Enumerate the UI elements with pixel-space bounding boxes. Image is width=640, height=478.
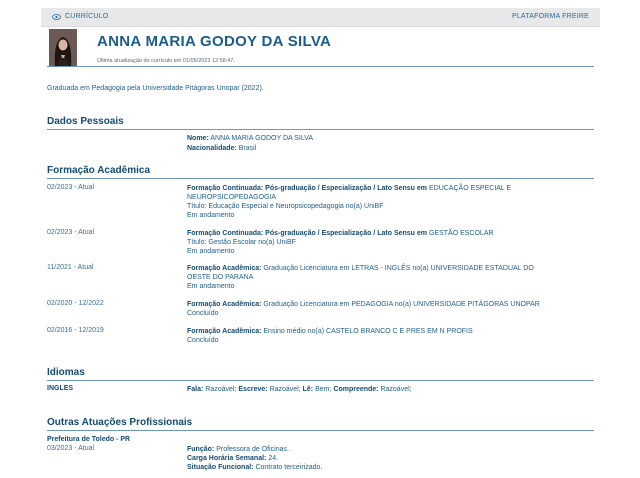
detail-label: Situação Funcional: (187, 464, 254, 471)
formacao-detail: Título: Gestão Escolar no(a) UniBF (187, 239, 296, 246)
formacao-course: Ensino médio no(a) CASTELO BRANCO C E PRES EM N PROFIS (263, 328, 473, 335)
organization-name: Prefeitura de Toledo - PR (47, 436, 131, 443)
profile-photo (49, 29, 77, 67)
top-navigation-bar (41, 8, 600, 27)
formacao-type: Formação Acadêmica: (187, 328, 262, 335)
language-skills (187, 385, 412, 394)
person-name: ANNA MARIA GODOY DA SILVA (97, 33, 332, 50)
eye-icon (52, 14, 61, 20)
formacao-entry (187, 184, 547, 220)
field-value: ANNA MARIA GODOY DA SILVA (210, 135, 314, 142)
field-label: Nome: (187, 135, 209, 142)
section-title-dados-pessoais: Dados Pessoais (47, 116, 124, 127)
skill-value: Razoável; (380, 386, 412, 393)
formacao-status: Em andamento (187, 283, 235, 290)
detail-value: 24. (268, 455, 279, 462)
skill-value: Razoável; (205, 386, 237, 393)
formacao-status: Concluído (187, 337, 219, 344)
formacao-date: 02/2023 - Atual (47, 229, 95, 236)
skill-label: Escreve: (238, 386, 268, 393)
profile-summary: Graduada em Pedagogia pela Universidade Pitágoras Unopar (2022). (47, 85, 264, 92)
formacao-status: Em andamento (187, 212, 235, 219)
detail-label: Função: (187, 446, 215, 453)
field-nome (187, 134, 313, 143)
section-divider (47, 178, 594, 179)
formacao-entry (187, 229, 547, 256)
section-divider (47, 129, 594, 130)
formacao-entry (187, 264, 547, 291)
section-title-idiomas: Idiomas (47, 367, 85, 378)
detail-value: Professora de Oficinas . (216, 446, 291, 453)
curriculo-link[interactable] (52, 13, 108, 20)
skill-label: Fala: (187, 386, 204, 393)
formacao-course: EDUCAÇÃO ESPECIAL E NEUROPSICOPEDAGOGIA (187, 185, 512, 201)
formacao-entry (187, 300, 547, 318)
formacao-detail: Título: Educação Especial e Neuropsicopedagogia no(a) UniBF (187, 203, 384, 210)
skill-value: Bem; (315, 386, 332, 393)
formacao-course: GESTÃO ESCOLAR (428, 230, 494, 237)
plataforma-freire-link[interactable]: PLATAFORMA FREIRE (511, 13, 589, 20)
formacao-type: Formação Acadêmica: (187, 301, 262, 308)
detail-label: Carga Horária Semanal: (187, 455, 267, 462)
field-label: Nacionalidade: (187, 145, 237, 152)
atuacao-details (187, 445, 322, 472)
formacao-date: 02/2016 - 12/2019 (47, 327, 104, 334)
field-value: Brasil (238, 145, 257, 152)
section-divider (47, 380, 594, 381)
last-update-text: Última atualização do currículo em 01/05/2023 12:58:47. (97, 58, 235, 64)
formacao-type: Formação Acadêmica: (187, 265, 262, 272)
curriculo-label: CURRÍCULO (65, 13, 109, 20)
detail-value: Contrato terceirizado. (255, 464, 323, 471)
section-title-outras-atuacoes: Outras Atuações Profissionais (47, 417, 193, 428)
person-photo-icon (49, 29, 77, 67)
section-divider (47, 430, 594, 431)
formacao-course: Graduação Licenciatura em PEDAGOGIA no(a) UNIVERSIDADE PITÁGORAS UNOPAR (263, 301, 540, 308)
formacao-course: Graduação Licenciatura em LETRAS - INGLÊS no(a) UNIVERSIDADE ESTADUAL DO OESTE DO PARANA (187, 265, 534, 281)
formacao-entry (187, 327, 547, 345)
atuacao-date: 03/2023 - Atual (47, 445, 95, 452)
formacao-date: 02/2023 - Atual (47, 184, 95, 191)
formacao-status: Concluído (187, 310, 219, 317)
skill-label: Compreende: (333, 386, 379, 393)
curriculum-page (41, 0, 600, 478)
formacao-status: Em andamento (187, 248, 235, 255)
formacao-date: 11/2021 - Atual (47, 264, 94, 271)
formacao-date: 02/2020 - 12/2022 (47, 300, 104, 307)
language-name: INGLES (47, 385, 74, 392)
formacao-type: Formação Continuada: Pós-graduação / Especialização / Lato Sensu em (187, 230, 428, 237)
section-title-formacao: Formação Acadêmica (47, 165, 151, 176)
field-nacionalidade (187, 144, 256, 153)
formacao-type: Formação Continuada: Pós-graduação / Especialização / Lato Sensu em (187, 185, 428, 192)
skill-label: Lê: (302, 386, 314, 393)
skill-value: Razoável; (269, 386, 301, 393)
header-divider (47, 66, 594, 67)
